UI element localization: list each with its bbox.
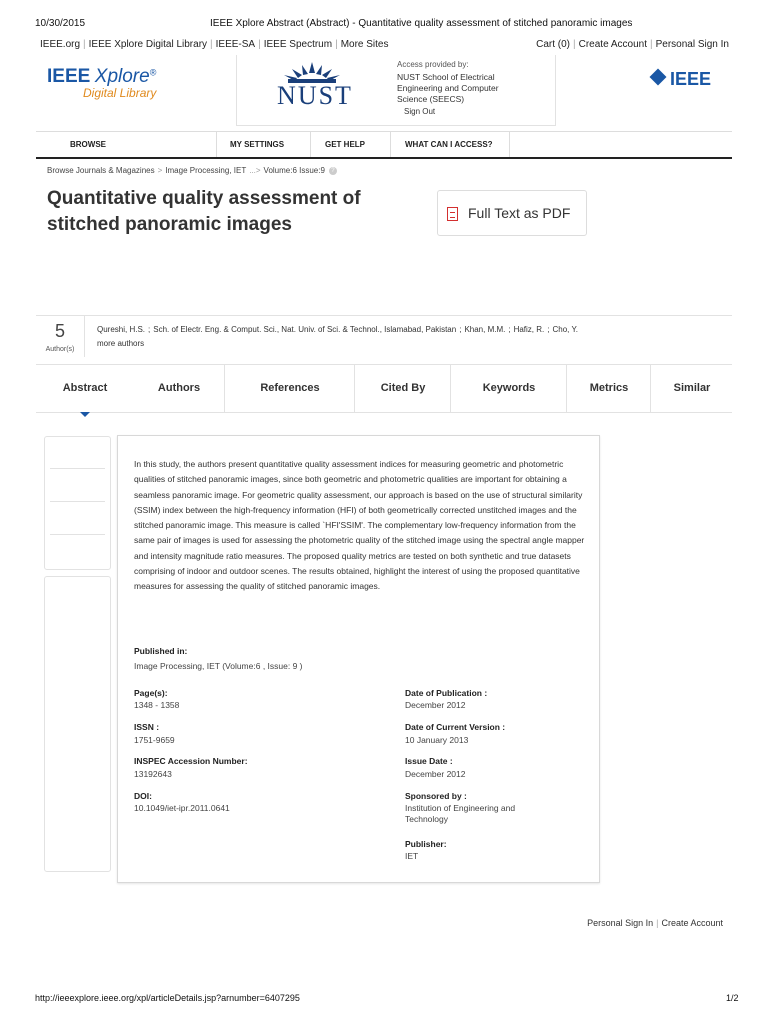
sign-out-link[interactable]: Sign Out [404,107,436,116]
abstract-text: In this study, the authors present quantitative quality assessment indices for measuring geometric and photometric qualities of stitched panoramic images, since both geometric and photometric qualities are important for obtaining a seamless panoramic image. For geometric quality assessment, our approach is based on the use of structural similarity (SSIM) index between the high-frequency information (HFI) of both geometrically corrected unstitched images and the stitched panoramic image. This measure is called `HFI'SSIM'. The complementary low-frequency information from the same pair of images is used for assessing the photometric quality of the stitched image using the spectral angle mapper and intensity magnitude ratio measures. The proposed quality metrics are tested on both synthetic and true datasets comprising of indoor and outdoor scenes. The results obtained, highlight the interest of using the proposed quantitative measures for assessing the quality of stitched panoramic images. [134,459,585,592]
breadcrumb-issue[interactable]: Volume:6 Issue:9 [263,166,325,175]
inspec-value: 13192643 [134,769,172,779]
author-count-label: Author(s) [45,346,75,353]
publication-date-value: December 2012 [405,700,466,710]
logo-reg-mark: ® [149,67,157,78]
ieee-xplore-logo[interactable] [47,66,156,100]
tab-similar[interactable]: Similar [650,365,733,412]
ieee-logo[interactable] [652,69,711,90]
print-url: http://ieeexplore.ieee.org/xpl/articleDetails.jsp?arnumber=6407295 [35,993,300,1003]
nust-emblem-icon [250,60,380,108]
publisher-value: IET [405,851,419,861]
nust-logo [250,60,380,108]
nav-browse[interactable]: BROWSE [70,140,106,149]
divider [50,501,105,502]
more-authors-link[interactable]: more authors [97,339,145,348]
publication-date-label: Date of Publication : [405,688,488,698]
current-version-value: 10 January 2013 [405,735,469,745]
authors-list: Qureshi, H.S. ; Sch. of Electr. Eng. & Comput. Sci., Nat. Univ. of Sci. & Technol., Islamabad, Pakistan ; Khan, M.M. ; Hafiz, R. ; Cho, Y. [97,325,578,334]
account-links: Cart (0) | Create Account | Personal Sign In [536,39,729,50]
author-affiliation: Sch. of Electr. Eng. & Comput. Sci., Nat. Univ. of Sci. & Technol., Islamabad, Pakistan [153,325,457,334]
issn-label: ISSN : [134,722,160,732]
link-ieee-spectrum[interactable]: IEEE Spectrum [263,39,333,50]
link-more-sites[interactable]: More Sites [340,39,389,50]
logo-subtitle: Digital Library [83,86,157,100]
authors-bar [36,315,732,358]
article-tabs [36,364,732,413]
pdf-icon [447,207,458,221]
issue-date-value: December 2012 [405,769,466,779]
help-icon[interactable]: ? [329,167,337,175]
print-title: IEEE Xplore Abstract (Abstract) - Quantitative quality assessment of stitched panoramic images [210,18,633,29]
personal-sign-in-link[interactable]: Personal Sign In [655,39,729,50]
pages-value: 1348 - 1358 [134,700,180,710]
print-page-number: 1/2 [726,993,739,1003]
author-count: 5 [54,321,65,341]
active-tab-indicator [80,412,90,417]
tab-abstract[interactable]: Abstract [62,382,108,394]
main-nav [36,131,732,159]
published-in-label: Published in: [134,646,188,656]
author-link[interactable]: Khan, M.M. [464,325,506,334]
doi-value[interactable]: 10.1049/iet-ipr.2011.0641 [134,803,230,813]
nav-my-settings[interactable]: MY SETTINGS [216,132,310,157]
breadcrumb-journals[interactable]: Browse Journals & Magazines [47,166,155,175]
published-in-value[interactable]: Image Processing, IET (Volume:6 , Issue: 9 ) [134,661,303,671]
link-ieee-sa[interactable]: IEEE-SA [215,39,256,50]
pages-label: Page(s): [134,688,168,698]
print-date: 10/30/2015 [35,18,86,29]
tab-cited-by[interactable]: Cited By [354,365,451,412]
nav-what-can-i-access[interactable]: WHAT CAN I ACCESS? [390,132,510,157]
footer-create-account-link[interactable]: Create Account [661,918,723,928]
full-text-pdf-label: Full Text as PDF [468,205,571,221]
ieee-logo-text: IEEE [670,69,712,89]
link-xplore-digital-library[interactable]: IEEE Xplore Digital Library [88,39,208,50]
inspec-label: INSPEC Accession Number: [134,756,248,766]
nav-get-help[interactable]: GET HELP [310,132,390,157]
share-panel [44,436,111,570]
logo-ieee-text: IEEE [47,66,91,87]
issue-date-label: Issue Date : [405,756,453,766]
footer-sign-in-link[interactable]: Personal Sign In [587,918,654,928]
issn-value: 1751-9659 [134,735,175,745]
related-panel [44,576,111,872]
author-link[interactable]: Cho, Y. [552,325,578,334]
institution-name: NUST School of Electrical Engineering and Computer Science (SEECS) [397,72,499,104]
ieee-diamond-icon [650,69,667,86]
author-link[interactable]: Hafiz, R. [513,325,545,334]
cart-link[interactable]: Cart (0) [536,39,571,50]
breadcrumb: Browse Journals & Magazines > Image Processing, IET ...> Volume:6 Issue:9 ? [47,166,337,175]
site-links: IEEE.org | IEEE Xplore Digital Library | IEEE-SA | IEEE Spectrum | More Sites [40,39,389,50]
access-provided-label: Access provided by: [397,60,469,69]
breadcrumb-publication[interactable]: Image Processing, IET [165,166,247,175]
author-count-box [36,315,85,357]
svg-text:NUST: NUST [277,81,353,108]
tab-keywords[interactable]: Keywords [450,365,567,412]
sponsored-by-value: Institution of Engineering and Technology [405,803,516,824]
author-link[interactable]: Qureshi, H.S. [97,325,146,334]
divider [50,534,105,535]
article-title: Quantitative quality assessment of stitched panoramic images [47,188,361,235]
logo-xplore-text: Xplore [94,66,150,87]
link-ieee-org[interactable]: IEEE.org [40,39,81,50]
doi-label: DOI: [134,791,152,801]
publisher-label: Publisher: [405,839,447,849]
footer-links: Personal Sign In | Create Account [587,918,723,928]
sponsored-by-label: Sponsored by : [405,791,467,801]
tab-references[interactable]: References [224,365,355,412]
divider [50,468,105,469]
current-version-label: Date of Current Version : [405,722,506,732]
full-text-pdf-button[interactable] [437,190,587,236]
create-account-link[interactable]: Create Account [578,39,647,50]
tab-authors[interactable]: Authors [157,382,201,394]
tab-metrics[interactable]: Metrics [566,365,651,412]
